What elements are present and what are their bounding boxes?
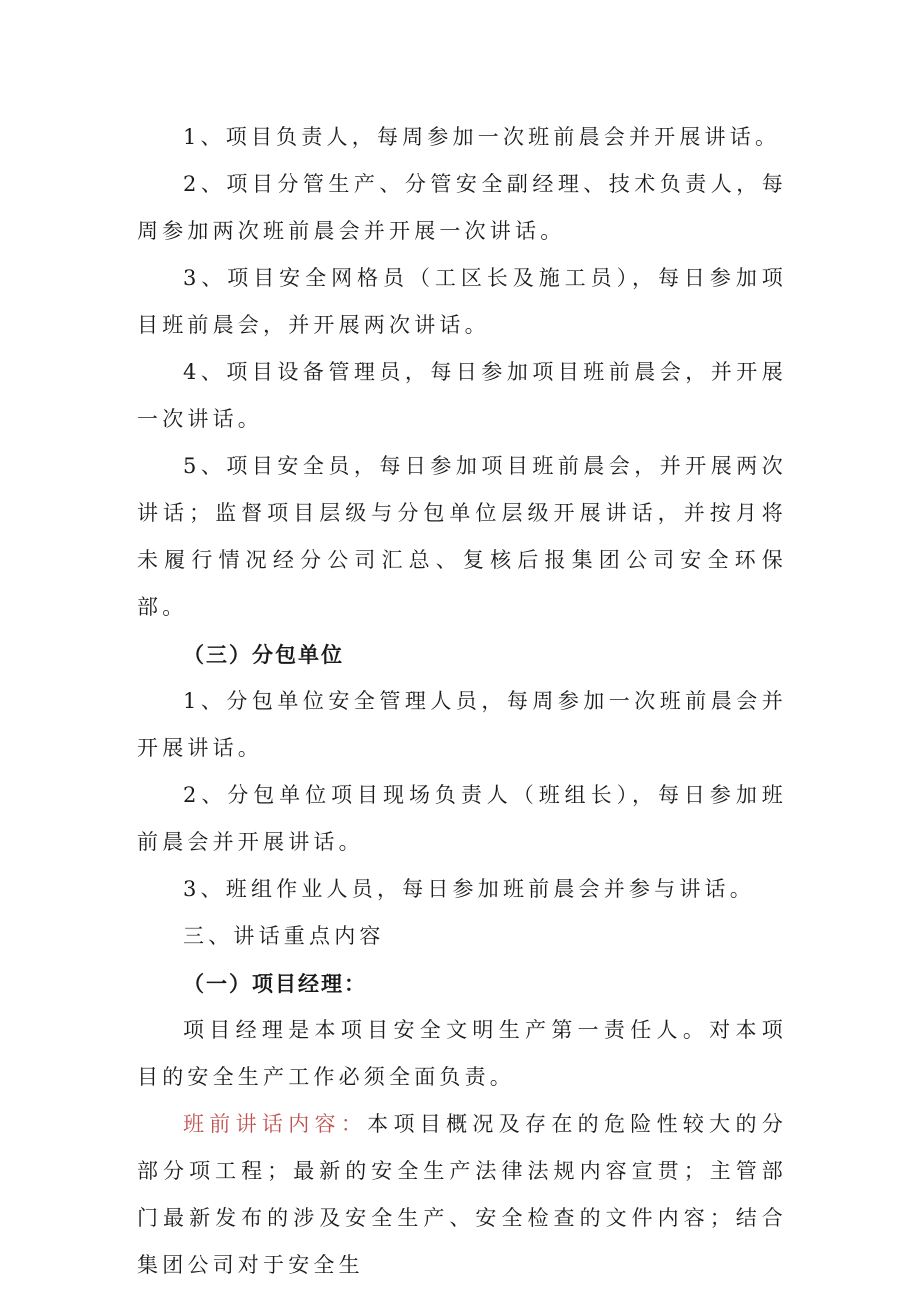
paragraph-safety-officer: 5、项目安全员，每日参加项目班前晨会，并开展两次讲话；监督项目层级与分包单位层级开展讲话，并按月将未履行情况经分公司汇总、复核后报集团公司安全环保部。 <box>137 454 787 619</box>
paragraph-project-leader: 1、项目负责人，每周参加一次班前晨会并开展讲话。 <box>183 125 781 149</box>
heading-speech-key-content: 三、讲话重点内容 <box>183 924 385 948</box>
heading-project-manager: （一）项目经理： <box>183 971 367 996</box>
pre-shift-speech-text: 本项目概况及存在的危险性较大的分部分项工程；最新的安全生产法律法规内容宣贯；主管部门最新发布的涉及安全生产、安全检查的文件内容；结合集团公司对于安全生 <box>137 1112 788 1277</box>
paragraph-subcontractor-safety-staff: 1、分包单位安全管理人员，每周参加一次班前晨会并开展讲话。 <box>137 689 787 760</box>
paragraph-subcontractor-site-leader: 2、分包单位项目现场负责人（班组长），每日参加班前晨会并开展讲话。 <box>137 783 787 854</box>
paragraph-team-workers: 3、班组作业人员，每日参加班前晨会并参与讲话。 <box>183 877 755 901</box>
paragraph-project-manager-duty: 项目经理是本项目安全文明生产第一责任人。对本项目的安全生产工作必须全面负责。 <box>137 1018 787 1089</box>
paragraph-pre-shift-speech-content <box>137 1101 787 1289</box>
pre-shift-speech-label: 班前讲话内容： <box>183 1112 368 1136</box>
document-body <box>137 114 787 1289</box>
paragraph-safety-grid-staff: 3、项目安全网格员（工区长及施工员），每日参加项目班前晨会，并开展两次讲话。 <box>137 266 787 337</box>
paragraph-deputy-managers: 2、项目分管生产、分管安全副经理、技术负责人，每周参加两次班前晨会并开展一次讲话。 <box>137 172 787 243</box>
paragraph-equipment-manager: 4、项目设备管理员，每日参加项目班前晨会，并开展一次讲话。 <box>137 360 787 431</box>
heading-subcontractor: （三）分包单位 <box>183 642 344 667</box>
